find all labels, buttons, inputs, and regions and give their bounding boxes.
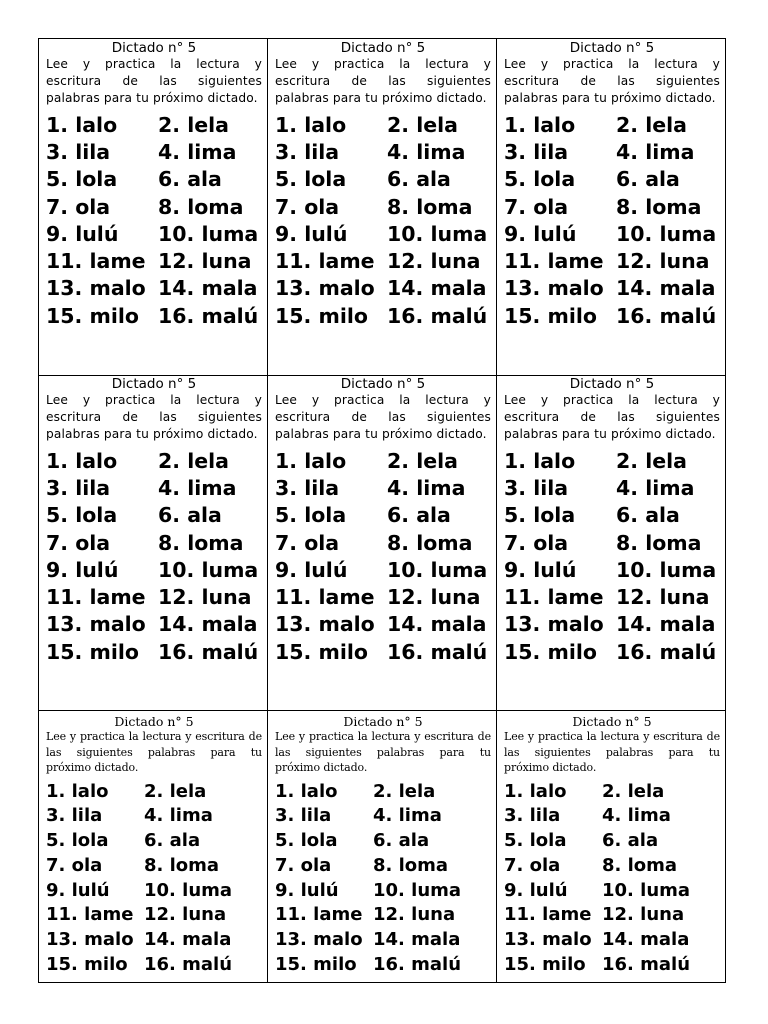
word-item: 7. ola [275, 194, 340, 219]
word-item: 9. lulú [46, 557, 119, 582]
word-item: 1. lalo [275, 780, 338, 802]
word-item: 12. luna [158, 585, 252, 610]
word-item: 10. luma [616, 557, 717, 582]
word-item: 4. lima [158, 475, 237, 500]
dictation-card [39, 710, 268, 982]
word-item: 2. lela [158, 112, 229, 137]
word-item: 11. lame [46, 249, 146, 274]
word-item: 10. luma [387, 557, 488, 582]
word-item: 4. lima [387, 139, 466, 164]
word-item: 13. malo [46, 276, 146, 301]
dictation-card [497, 39, 725, 375]
word-list [46, 112, 262, 330]
word-item: 16. malú [602, 953, 691, 975]
word-item: 14. mala [616, 612, 716, 637]
word-item: 15. milo [46, 303, 139, 328]
word-item: 13. malo [504, 612, 604, 637]
word-item: 11. lame [46, 904, 134, 926]
word-item: 6. ala [158, 167, 222, 192]
word-item: 5. lola [46, 503, 118, 528]
word-item: 14. mala [616, 276, 716, 301]
word-item: 3. lila [46, 475, 111, 500]
card-row-3 [39, 710, 725, 982]
card-row-2 [39, 375, 725, 711]
word-item: 13. malo [504, 929, 592, 950]
word-item: 3. lila [504, 475, 569, 500]
word-item: 14. mala [373, 929, 461, 950]
word-item: 9. lulú [504, 879, 568, 901]
word-list [46, 448, 262, 666]
word-item: 12. luna [144, 904, 227, 926]
word-item: 4. lima [616, 139, 695, 164]
word-item: 4. lima [387, 475, 466, 500]
word-item: 6. ala [616, 503, 680, 528]
word-item: 8. loma [616, 194, 702, 219]
word-item: 14. mala [602, 929, 690, 950]
word-item: 5. lola [46, 830, 109, 852]
word-item: 8. loma [158, 530, 244, 555]
word-item: 14. mala [387, 276, 487, 301]
word-item: 8. loma [616, 530, 702, 555]
word-list [504, 112, 720, 330]
word-item: 7. ola [46, 530, 111, 555]
word-list [275, 780, 491, 978]
word-list [504, 780, 720, 978]
word-item: 15. milo [275, 303, 368, 328]
word-item: 9. lulú [275, 879, 339, 901]
word-item: 12. luna [387, 585, 481, 610]
word-item: 2. lela [387, 112, 458, 137]
word-item: 15. milo [46, 953, 128, 975]
word-item: 8. loma [158, 194, 244, 219]
word-item: 7. ola [504, 530, 569, 555]
word-item: 11. lame [275, 904, 363, 926]
word-item: 7. ola [504, 854, 561, 876]
dictation-card [39, 39, 268, 375]
word-item: 15. milo [504, 953, 586, 975]
word-item: 3. lila [275, 475, 340, 500]
card-instructions: Lee y practica la lectura y escritura de las siguientes palabras para tu próximo dictado. [504, 730, 720, 775]
word-item: 16. malú [158, 639, 259, 664]
card-instructions: Lee y practica la lectura y escritura de las siguientes palabras para tu próximo dictado. [504, 393, 720, 442]
word-item: 13. malo [275, 276, 375, 301]
word-item: 12. luna [158, 249, 252, 274]
word-item: 1. lalo [275, 112, 347, 137]
word-item: 10. luma [144, 879, 233, 901]
word-item: 15. milo [504, 303, 597, 328]
word-item: 8. loma [387, 194, 473, 219]
word-item: 4. lima [616, 475, 695, 500]
word-item: 2. lela [158, 448, 229, 473]
word-item: 5. lola [504, 503, 576, 528]
word-item: 12. luna [373, 904, 456, 926]
card-title: Dictado n° 5 [111, 376, 197, 392]
word-item: 11. lame [275, 585, 375, 610]
word-item: 2. lela [373, 780, 436, 802]
word-list [275, 448, 491, 666]
word-item: 6. ala [373, 830, 430, 852]
word-item: 7. ola [275, 530, 340, 555]
word-item: 1. lalo [275, 448, 347, 473]
word-item: 14. mala [158, 276, 258, 301]
word-item: 9. lulú [275, 221, 348, 246]
word-item: 14. mala [387, 612, 487, 637]
word-item: 6. ala [602, 830, 659, 852]
word-item: 9. lulú [46, 879, 110, 901]
word-item: 16. malú [616, 639, 717, 664]
word-item: 3. lila [504, 139, 569, 164]
word-item: 9. lulú [504, 221, 577, 246]
word-item: 9. lulú [275, 557, 348, 582]
word-item: 15. milo [275, 953, 357, 975]
word-item: 9. lulú [46, 221, 119, 246]
word-item: 2. lela [602, 780, 665, 802]
word-item: 4. lima [602, 805, 671, 827]
word-item: 3. lila [504, 805, 561, 827]
word-item: 1. lalo [504, 112, 576, 137]
word-item: 11. lame [46, 585, 146, 610]
word-item: 3. lila [275, 139, 340, 164]
word-item: 2. lela [144, 780, 207, 802]
word-item: 12. luna [616, 249, 710, 274]
word-item: 5. lola [275, 503, 347, 528]
word-item: 7. ola [46, 194, 111, 219]
word-item: 8. loma [144, 854, 220, 876]
word-item: 16. malú [144, 953, 233, 975]
word-item: 16. malú [373, 953, 462, 975]
word-item: 6. ala [387, 503, 451, 528]
card-instructions: Lee y practica la lectura y escritura de las siguientes palabras para tu próximo dictado. [275, 57, 491, 106]
word-item: 14. mala [144, 929, 232, 950]
dictation-sheet [38, 38, 726, 983]
word-list [275, 112, 491, 330]
card-title: Dictado n° 5 [343, 714, 423, 729]
word-item: 11. lame [504, 585, 604, 610]
word-item: 5. lola [504, 830, 567, 852]
card-title: Dictado n° 5 [340, 40, 426, 56]
word-item: 8. loma [602, 854, 678, 876]
word-item: 13. malo [46, 929, 134, 950]
word-item: 12. luna [387, 249, 481, 274]
word-item: 10. luma [616, 221, 717, 246]
word-item: 13. malo [504, 276, 604, 301]
card-title: Dictado n° 5 [114, 714, 194, 729]
word-item: 1. lalo [504, 448, 576, 473]
card-instructions: Lee y practica la lectura y escritura de las siguientes palabras para tu próximo dictado. [46, 57, 262, 106]
word-item: 12. luna [602, 904, 685, 926]
word-item: 1. lalo [46, 780, 109, 802]
word-item: 3. lila [275, 805, 332, 827]
word-item: 8. loma [373, 854, 449, 876]
card-instructions: Lee y practica la lectura y escritura de las siguientes palabras para tu próximo dictado. [504, 57, 720, 106]
card-instructions: Lee y practica la lectura y escritura de las siguientes palabras para tu próximo dictado. [46, 730, 262, 775]
card-title: Dictado n° 5 [569, 40, 655, 56]
word-item: 5. lola [504, 167, 576, 192]
word-item: 10. luma [602, 879, 691, 901]
word-item: 6. ala [387, 167, 451, 192]
word-item: 3. lila [46, 139, 111, 164]
word-item: 2. lela [616, 448, 687, 473]
word-item: 11. lame [504, 249, 604, 274]
card-title: Dictado n° 5 [569, 376, 655, 392]
word-item: 10. luma [158, 221, 259, 246]
word-list [504, 448, 720, 666]
word-item: 10. luma [158, 557, 259, 582]
word-item: 7. ola [275, 854, 332, 876]
word-item: 11. lame [504, 904, 592, 926]
word-item: 13. malo [275, 612, 375, 637]
word-item: 7. ola [46, 854, 103, 876]
card-instructions: Lee y practica la lectura y escritura de las siguientes palabras para tu próximo dictado. [275, 730, 491, 775]
word-item: 7. ola [504, 194, 569, 219]
word-item: 10. luma [387, 221, 488, 246]
word-list [46, 780, 262, 978]
word-item: 14. mala [158, 612, 258, 637]
word-item: 6. ala [616, 167, 680, 192]
word-item: 11. lame [275, 249, 375, 274]
word-item: 3. lila [46, 805, 103, 827]
word-item: 15. milo [46, 639, 139, 664]
word-item: 5. lola [46, 167, 118, 192]
word-item: 15. milo [275, 639, 368, 664]
word-item: 10. luma [373, 879, 462, 901]
word-item: 6. ala [158, 503, 222, 528]
word-item: 15. milo [504, 639, 597, 664]
word-item: 4. lima [144, 805, 213, 827]
dictation-card [497, 375, 725, 710]
word-item: 16. malú [616, 303, 717, 328]
card-title: Dictado n° 5 [340, 376, 426, 392]
word-item: 16. malú [158, 303, 259, 328]
word-item: 16. malú [387, 639, 488, 664]
word-item: 4. lima [158, 139, 237, 164]
word-item: 1. lalo [504, 780, 567, 802]
dictation-card [268, 710, 497, 982]
word-item: 5. lola [275, 167, 347, 192]
word-item: 2. lela [616, 112, 687, 137]
card-title: Dictado n° 5 [111, 40, 197, 56]
word-item: 12. luna [616, 585, 710, 610]
word-item: 8. loma [387, 530, 473, 555]
card-title: Dictado n° 5 [572, 714, 652, 729]
card-row-1 [39, 39, 725, 376]
word-item: 13. malo [275, 929, 363, 950]
card-instructions: Lee y practica la lectura y escritura de las siguientes palabras para tu próximo dictado. [46, 393, 262, 442]
word-item: 5. lola [275, 830, 338, 852]
word-item: 6. ala [144, 830, 201, 852]
word-item: 16. malú [387, 303, 488, 328]
word-item: 13. malo [46, 612, 146, 637]
word-item: 1. lalo [46, 448, 118, 473]
word-item: 4. lima [373, 805, 442, 827]
word-item: 1. lalo [46, 112, 118, 137]
word-item: 9. lulú [504, 557, 577, 582]
dictation-card [39, 375, 268, 710]
dictation-card [268, 39, 497, 375]
dictation-card [268, 375, 497, 710]
word-item: 2. lela [387, 448, 458, 473]
card-instructions: Lee y practica la lectura y escritura de las siguientes palabras para tu próximo dictado. [275, 393, 491, 442]
dictation-card [497, 710, 725, 982]
